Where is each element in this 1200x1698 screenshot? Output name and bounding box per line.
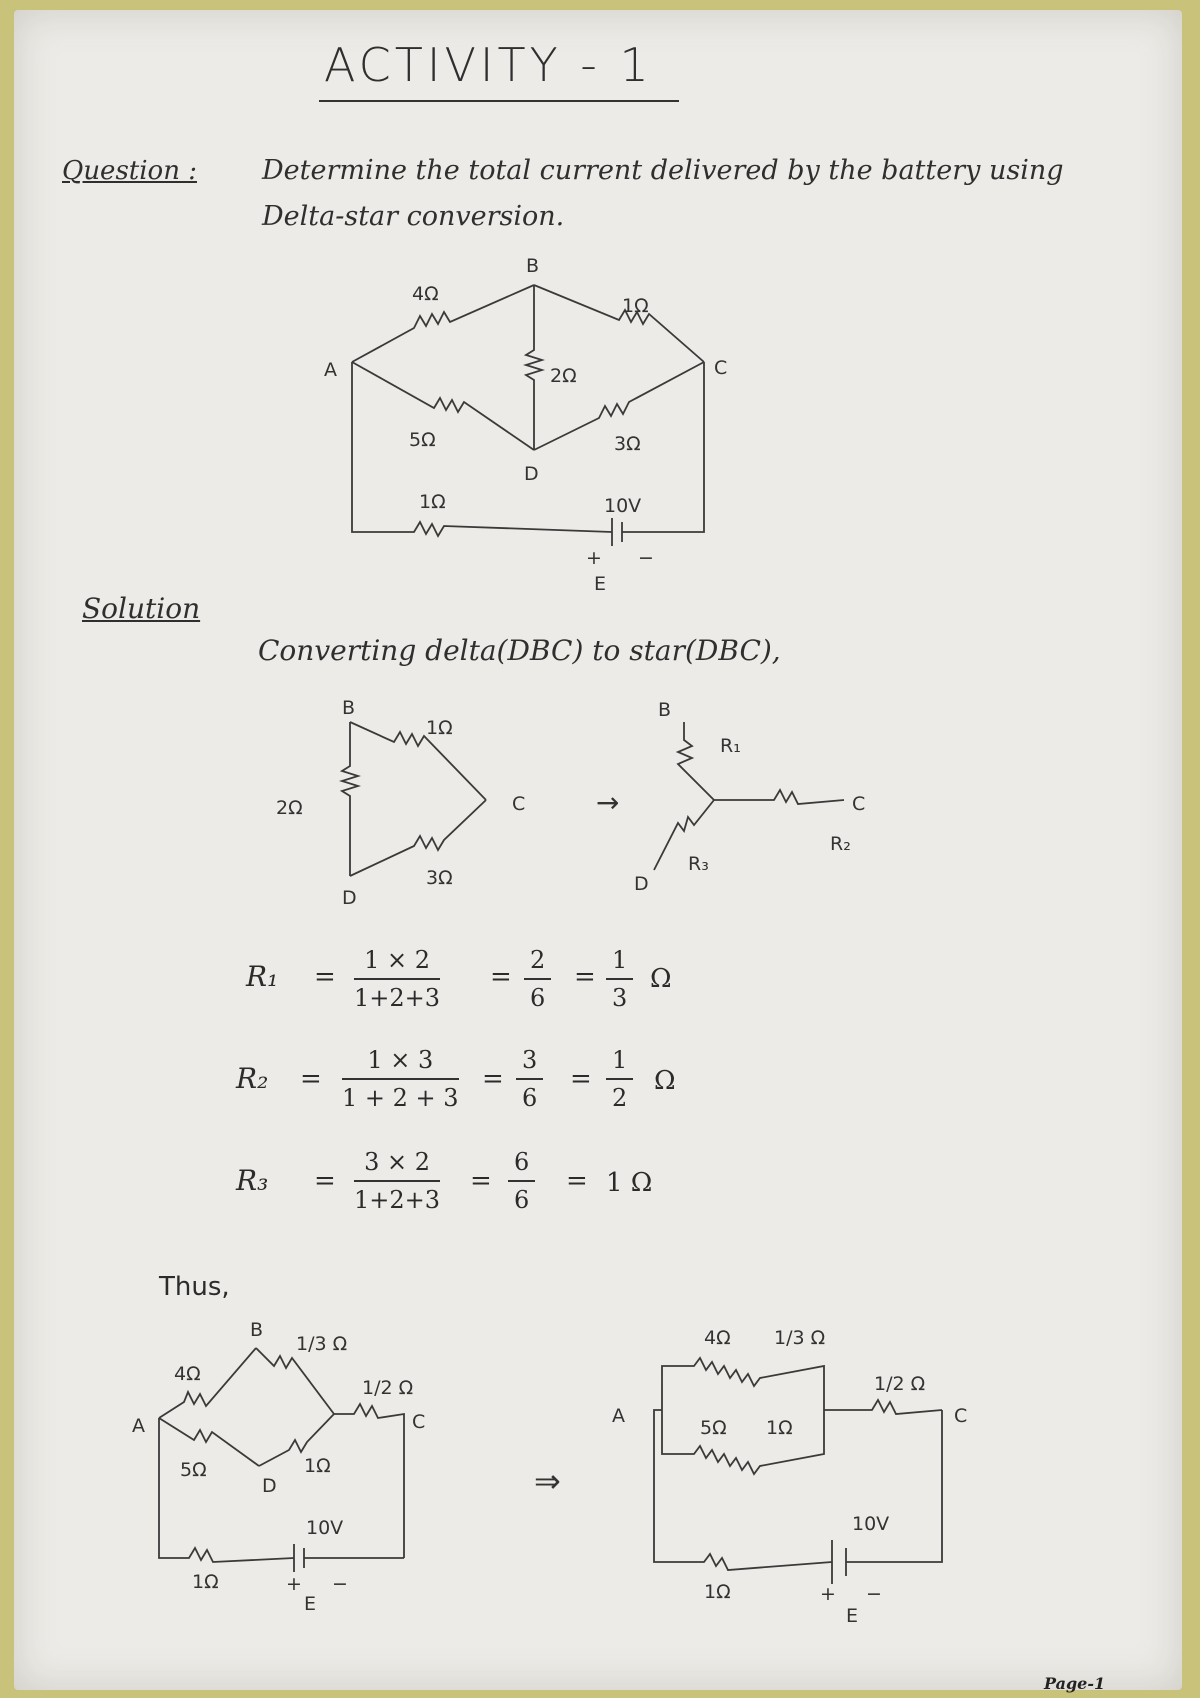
- equals-sign: =: [566, 1166, 588, 1196]
- numerator: 2: [524, 946, 551, 980]
- delta-node-b: B: [342, 697, 356, 719]
- star-resistor-r3: R₃: [688, 853, 709, 875]
- resistor-b1-label: 1/3 Ω: [296, 1333, 348, 1355]
- battery-label: 10V: [306, 1517, 344, 1539]
- resistor-d1-label: 1Ω: [304, 1455, 331, 1477]
- conversion-arrow: →: [596, 786, 620, 819]
- resistor-bc-label: 1Ω: [622, 295, 649, 317]
- node-a-label: A: [324, 359, 337, 381]
- resistor-ab-label: 4Ω: [174, 1363, 201, 1385]
- denominator: 2: [612, 1084, 628, 1112]
- delta-resistor-dc: 3Ω: [426, 867, 453, 889]
- star-node-d: D: [634, 873, 649, 895]
- numerator: 6: [508, 1148, 535, 1182]
- thus-label: Thus,: [159, 1272, 230, 1302]
- resistor-bottom-label: 1Ω: [192, 1571, 219, 1593]
- delta-resistor-bd: 2Ω: [276, 797, 303, 819]
- page-title: ACTIVITY - 1: [324, 38, 653, 92]
- resistor-bottom-label: 1Ω: [419, 491, 446, 513]
- battery-label: 10V: [604, 495, 642, 517]
- resistor-mid2-label: 1Ω: [766, 1417, 793, 1439]
- numerator: 1: [606, 946, 633, 980]
- denominator: 3: [612, 984, 628, 1012]
- resistor-ad-label: 5Ω: [180, 1459, 207, 1481]
- node-d-label: D: [524, 463, 539, 485]
- numerator: 1: [606, 1046, 633, 1080]
- node-c-label: C: [954, 1405, 968, 1427]
- node-b-label: B: [250, 1319, 264, 1341]
- star-node-c: C: [852, 793, 866, 815]
- battery-plus: +: [820, 1583, 836, 1605]
- equation-name: R₁: [246, 960, 279, 993]
- node-a-label: A: [132, 1415, 145, 1437]
- delta-node-d: D: [342, 887, 357, 909]
- equation-name: R₃: [236, 1164, 269, 1197]
- equals-sign: =: [574, 962, 596, 992]
- numerator: 3 × 2: [354, 1148, 440, 1182]
- equals-sign: =: [470, 1166, 492, 1196]
- question-text: Determine the total current delivered by the battery using Delta-star conversion.: [262, 155, 1064, 232]
- resistor-mid1-label: 5Ω: [700, 1417, 727, 1439]
- equals-sign: =: [314, 1166, 336, 1196]
- node-c-label: C: [412, 1411, 426, 1433]
- resistor-c-label: 1/2 Ω: [362, 1377, 414, 1399]
- unit: Ω: [654, 1066, 676, 1096]
- equals-sign: =: [300, 1064, 322, 1094]
- equals-sign: =: [314, 962, 336, 992]
- question-label: Question :: [62, 156, 197, 186]
- star-resistor-r2: R₂: [830, 833, 851, 855]
- node-c-label: C: [714, 357, 728, 379]
- unit: Ω: [650, 964, 672, 994]
- delta-node-c: C: [512, 793, 526, 815]
- node-d-label: D: [262, 1475, 277, 1497]
- simplified-circuit-diagram: [14, 10, 1182, 1690]
- resistor-ab-label: 4Ω: [412, 283, 439, 305]
- resistor-top2-label: 1/3 Ω: [774, 1327, 826, 1349]
- resistor-dc-label: 3Ω: [614, 433, 641, 455]
- equals-sign: =: [570, 1064, 592, 1094]
- battery-label: 10V: [852, 1513, 890, 1535]
- denominator: 1+2+3: [354, 984, 441, 1012]
- battery-minus: −: [638, 547, 654, 569]
- battery-minus: −: [332, 1573, 348, 1595]
- battery-plus: +: [286, 1573, 302, 1595]
- node-e-label: E: [594, 573, 607, 595]
- implies-arrow: ⇒: [534, 1462, 561, 1500]
- star-resistor-r1: R₁: [720, 735, 741, 757]
- node-a-label: A: [612, 1405, 625, 1427]
- battery-plus: +: [586, 547, 602, 569]
- conversion-text: Converting delta(DBC) to star(DBC),: [258, 634, 781, 667]
- resistor-bottom-label: 1Ω: [704, 1581, 731, 1603]
- notebook-page: [14, 10, 1182, 1693]
- node-e-label: E: [304, 1593, 317, 1615]
- resistor-top1-label: 4Ω: [704, 1327, 731, 1349]
- page-number: Page-1: [1044, 1674, 1106, 1693]
- denominator: 6: [522, 1084, 538, 1112]
- equals-sign: =: [490, 962, 512, 992]
- denominator: 6: [514, 1186, 530, 1214]
- denominator: 6: [530, 984, 546, 1012]
- resistor-c-label: 1/2 Ω: [874, 1373, 926, 1395]
- solution-label: Solution: [82, 592, 201, 625]
- battery-minus: −: [866, 1583, 882, 1605]
- equals-sign: =: [482, 1064, 504, 1094]
- numerator: 3: [516, 1046, 543, 1080]
- result: 1 Ω: [606, 1168, 653, 1198]
- denominator: 1+2+3: [354, 1186, 441, 1214]
- star-node-b: B: [658, 699, 672, 721]
- denominator: 1 + 2 + 3: [342, 1084, 459, 1112]
- delta-resistor-bc: 1Ω: [426, 717, 453, 739]
- node-e-label: E: [846, 1605, 859, 1627]
- numerator: 1 × 2: [354, 946, 440, 980]
- equation-name: R₂: [236, 1062, 269, 1095]
- node-b-label: B: [526, 255, 540, 277]
- resistor-bd-label: 2Ω: [550, 365, 577, 387]
- numerator: 1 × 3: [342, 1046, 459, 1080]
- resistor-ad-label: 5Ω: [409, 429, 436, 451]
